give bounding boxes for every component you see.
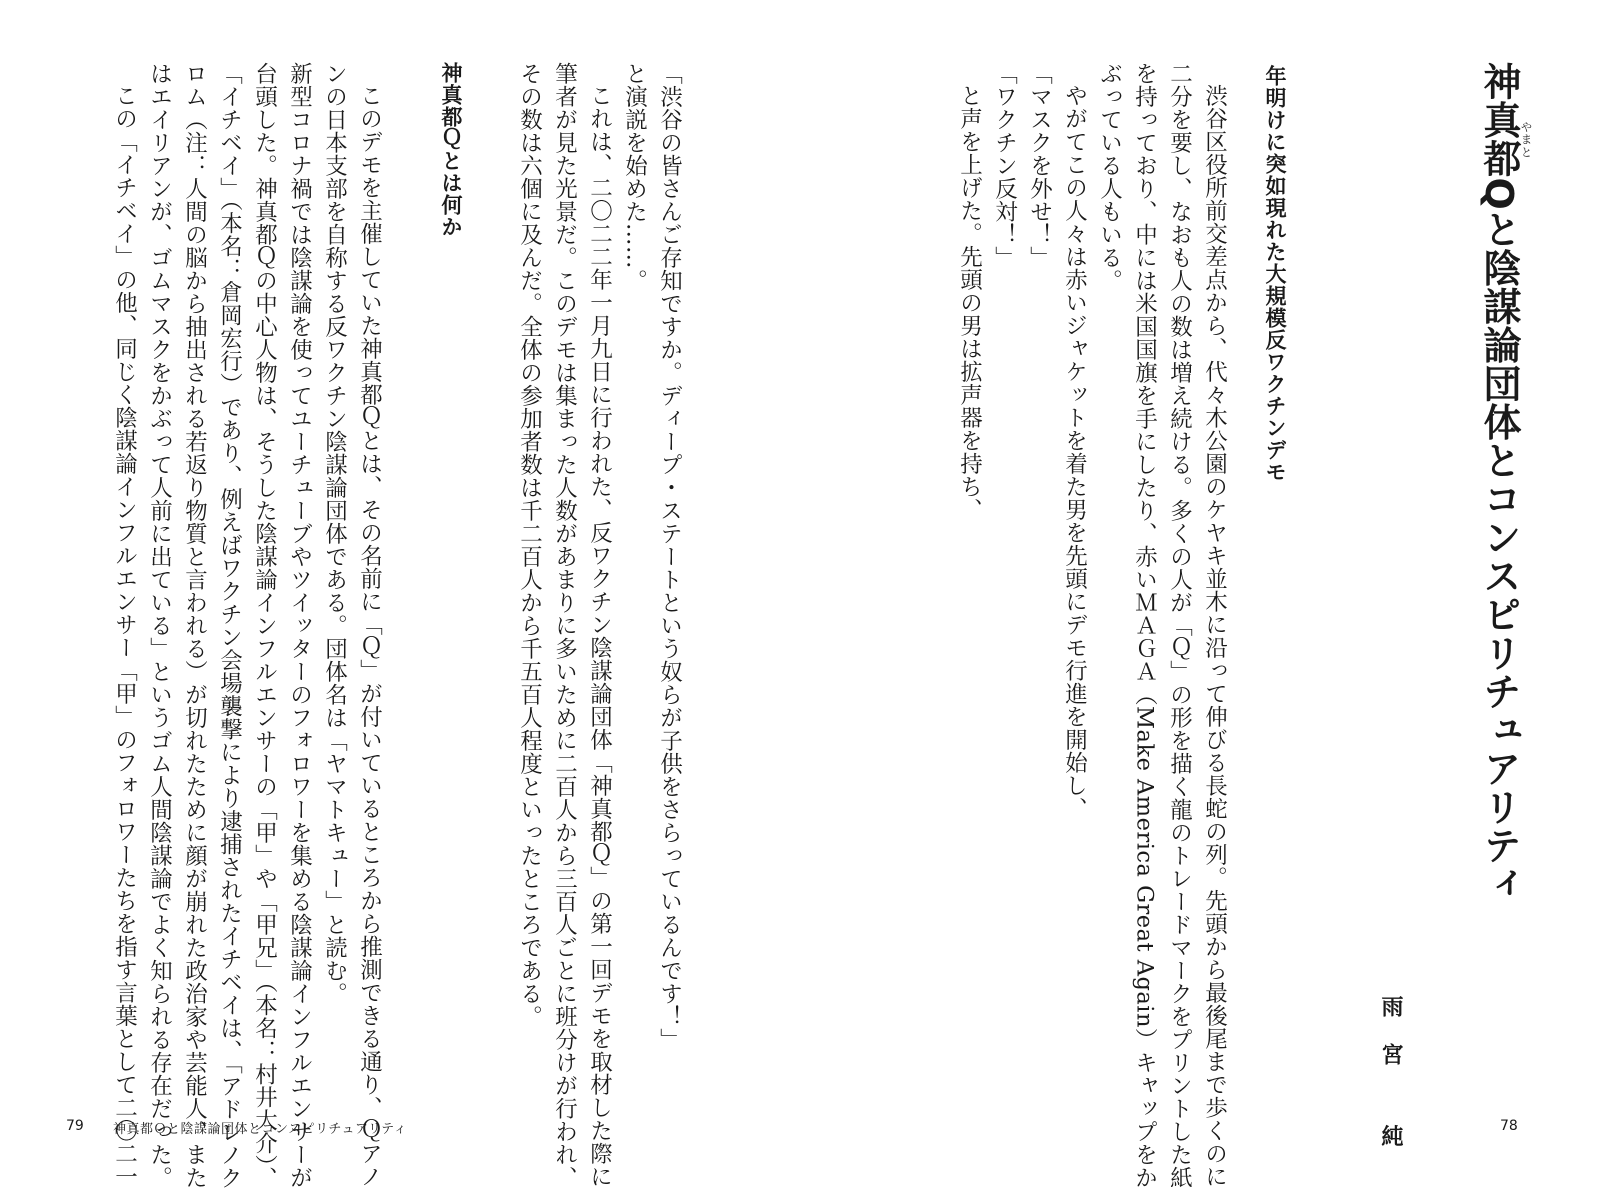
text-line: を持っており、中には米国国旗を手にしたり、赤いＭＡＧＡ（Make America Great Again）キャップをか bbox=[1131, 62, 1158, 1189]
text-line: これは、二〇二二年一月九日に行われた、反ワクチン陰謀論団体「神真都Ｑ」の第一回デモを取材した際に bbox=[586, 84, 613, 1188]
author-name: 雨宮 純 bbox=[1378, 995, 1403, 1173]
text-line: このデモを主催していた神真都Ｑとは、その名前に「Ｑ」が付いているところから推測できる通り、Ｑアノ bbox=[356, 84, 383, 1188]
text-line: 筆者が見た光景だ。このデモは集まった人数があまりに多いために二百人から三百人ごとに班分けが行われ、 bbox=[551, 62, 578, 1189]
title-ruby-to: と bbox=[1521, 146, 1532, 159]
text-line: 台頭した。神真都Ｑの中心人物は、そうした陰謀論インフルエンサーの「甲」や「甲兄」（本名：村井大介）、 bbox=[251, 62, 278, 1190]
text-line: と声を上げた。先頭の男は拡声器を持ち、 bbox=[956, 84, 983, 521]
page-number-left: 79 bbox=[66, 1118, 84, 1134]
text-line: その数は六個に及んだ。全体の参加者数は千二百人から千五百人程度といったところである。 bbox=[516, 62, 543, 1028]
text-line: ンの日本支部を自称する反ワクチン陰謀論団体である。団体名は「ヤマトキュー」と読む。 bbox=[321, 62, 348, 1005]
text-line: はエイリアンが、ゴムマスクをかぶって人前に出ている」というゴム人間陰謀論でよく知られる存在だった。 bbox=[146, 62, 173, 1189]
text-line: 「ワクチン反対！」 bbox=[991, 62, 1018, 269]
text-line: 渋谷区役所前交差点から、代々木公園のケヤキ並木に沿って伸びる長蛇の列。先頭から最後尾まで歩くのに bbox=[1201, 84, 1228, 1188]
right-page bbox=[800, 0, 1600, 1189]
text-line: やがてこの人々は赤いジャケットを着た男を先頭にデモ行進を開始し、 bbox=[1061, 84, 1088, 820]
title-ruby-ma: ま bbox=[1521, 133, 1532, 146]
running-head: 神真都Ｑと陰謀論団体とコンスピリチュアリティ bbox=[113, 1122, 408, 1137]
text-line: ぶっている人もいる。 bbox=[1096, 62, 1123, 292]
section-heading: 神真都Ｑとは何か bbox=[439, 62, 463, 238]
chapter-title: 神真都Qと陰謀論団体とコンスピリチュアリティ bbox=[1477, 62, 1521, 904]
text-line: 「イチベイ」（本名：倉岡宏行）であり、例えばワクチン会場襲撃により逮捕されたイチベイは、「アドレノク bbox=[216, 62, 243, 1190]
section-heading: 年明けに突如現れた大規模反ワクチンデモ bbox=[1263, 65, 1287, 483]
text-line: 「渋谷の皆さんご存知ですか。ディープ・ステートという奴らが子供をさらっているんです！」 bbox=[656, 62, 683, 1051]
text-line: 二分を要し、なおも人の数は増え続ける。多くの人が「Ｑ」の形を描く龍のトレードマークをプリントした紙 bbox=[1166, 62, 1193, 1189]
page-number-right: 78 bbox=[1500, 1118, 1518, 1134]
title-ruby-ya: や bbox=[1521, 121, 1532, 134]
text-line: と演説を始めた……。 bbox=[621, 62, 648, 292]
text-line: この「イチベイ」の他、同じく陰謀論インフルエンサー「甲」のフォロワーたちを指す言葉として二〇二一 bbox=[111, 84, 138, 1188]
text-line: ロム（注：人間の脳から抽出される若返り物質と言われる）が切れたために顔が崩れた政治家や芸能人、また bbox=[181, 62, 208, 1189]
text-line: 新型コロナ禍では陰謀論を使ってユーチューブやツイッターのフォロワーを集める陰謀論インフルエンサーが bbox=[286, 62, 313, 1189]
text-line: 「マスクを外せ！」 bbox=[1026, 62, 1053, 269]
